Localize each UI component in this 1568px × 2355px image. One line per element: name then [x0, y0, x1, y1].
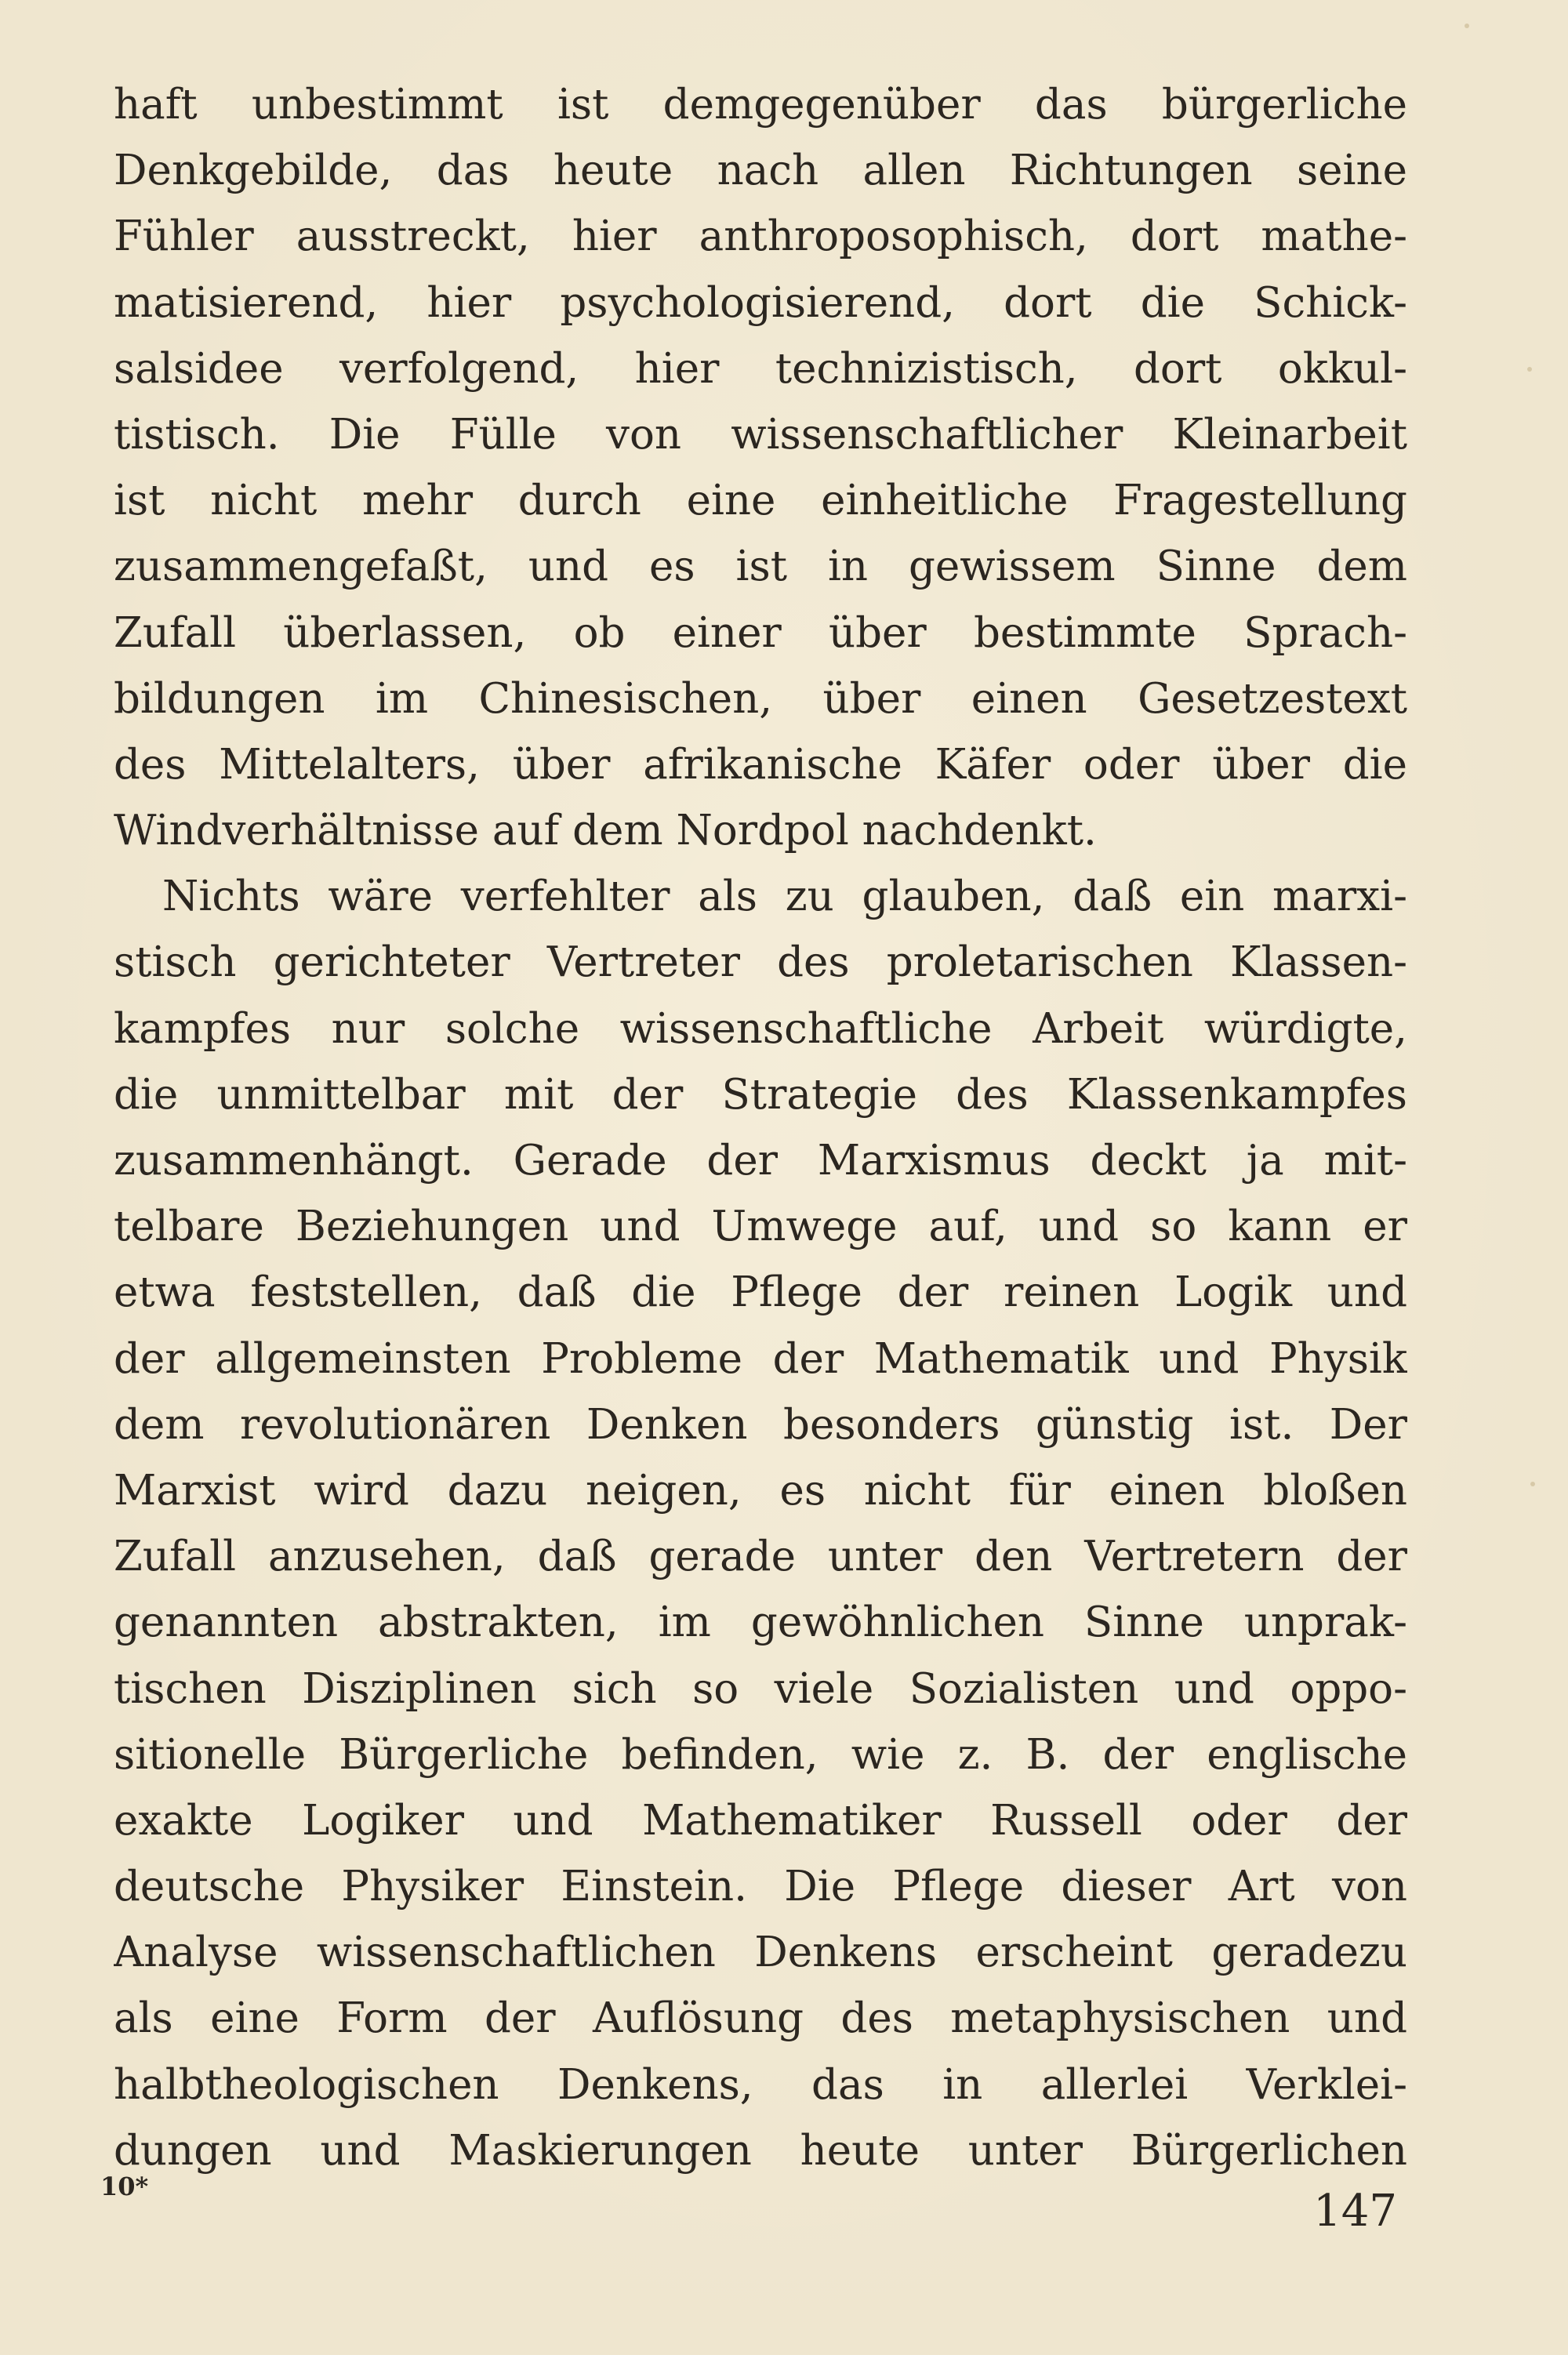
text-line: telbare Beziehungen und Umwege auf, und so kann er	[114, 1203, 1407, 1251]
text-line: zusammengefaßt, und es ist in gewissem Sinne dem	[114, 542, 1407, 591]
paper-speck	[1465, 24, 1469, 28]
text-line: haft unbestimmt ist demgegenüber das bürgerliche	[114, 81, 1407, 129]
text-line: deutsche Physiker Einstein. Die Pflege dieser Art von	[114, 1863, 1407, 1911]
text-line: halbtheologischen Denkens, das in allerlei Verklei-	[114, 2060, 1407, 2109]
page-number: 147	[1313, 2186, 1397, 2237]
text-line: Nichts wäre verfehlter als zu glauben, daß ein marxi-	[162, 873, 1407, 921]
text-line: zusammenhängt. Gerade der Marxismus deckt ja mit-	[114, 1137, 1407, 1185]
text-line: ist nicht mehr durch eine einheitliche Fragestellung	[114, 477, 1407, 525]
text-line: etwa feststellen, daß die Pflege der reinen Logik und	[114, 1268, 1407, 1317]
signature-mark: 10*	[100, 2172, 149, 2201]
text-line: der allgemeinsten Probleme der Mathematik und Physik	[114, 1334, 1407, 1383]
text-line: die unmittelbar mit der Strategie des Klassenkampfes	[114, 1070, 1407, 1119]
text-line: Zufall überlassen, ob einer über bestimmte Sprach-	[114, 608, 1407, 657]
text-line: Denkgebilde, das heute nach allen Richtungen seine	[114, 147, 1407, 195]
text-line: des Mittelalters, über afrikanische Käfer oder über die	[114, 740, 1407, 789]
text-line: stisch gerichteter Vertreter des proletarischen Klassen-	[114, 938, 1407, 987]
text-line: Zufall anzusehen, daß gerade unter den Vertretern der	[114, 1533, 1407, 1581]
text-line: Fühler ausstreckt, hier anthroposophisch, dort mathe-	[114, 212, 1407, 261]
text-line: salsidee verfolgend, hier technizistisch, dort okkul-	[114, 344, 1407, 393]
text-line: dem revolutionären Denken besonders günstig ist. Der	[114, 1400, 1407, 1449]
text-line: Analyse wissenschaftlichen Denkens erscheint geradezu	[114, 1929, 1407, 1977]
text-line: bildungen im Chinesischen, über einen Gesetzestext	[114, 674, 1407, 723]
text-line: Windverhältnisse auf dem Nordpol nachdenkt.	[114, 807, 1097, 855]
paper-speck	[1527, 367, 1532, 372]
text-line: tischen Disziplinen sich so viele Sozialisten und oppo-	[114, 1664, 1407, 1713]
text-line: tistisch. Die Fülle von wissenschaftlicher Kleinarbeit	[114, 410, 1407, 459]
paper-speck	[1530, 1482, 1535, 1486]
text-line: dungen und Maskierungen heute unter Bürgerlichen	[114, 2126, 1407, 2175]
text-line: kampfes nur solche wissenschaftliche Arbeit würdigte,	[114, 1004, 1407, 1053]
text-line: genannten abstrakten, im gewöhnlichen Sinne unprak-	[114, 1598, 1407, 1647]
text-line: sitionelle Bürgerliche befinden, wie z. B. der englische	[114, 1730, 1407, 1779]
text-line: matisierend, hier psychologisierend, dort die Schick-	[114, 278, 1407, 327]
text-line: Marxist wird dazu neigen, es nicht für einen bloßen	[114, 1466, 1407, 1515]
text-line: als eine Form der Auflösung des metaphysischen und	[114, 1994, 1407, 2043]
text-line: exakte Logiker und Mathematiker Russell oder der	[114, 1796, 1407, 1845]
body-text	[114, 72, 1407, 2184]
